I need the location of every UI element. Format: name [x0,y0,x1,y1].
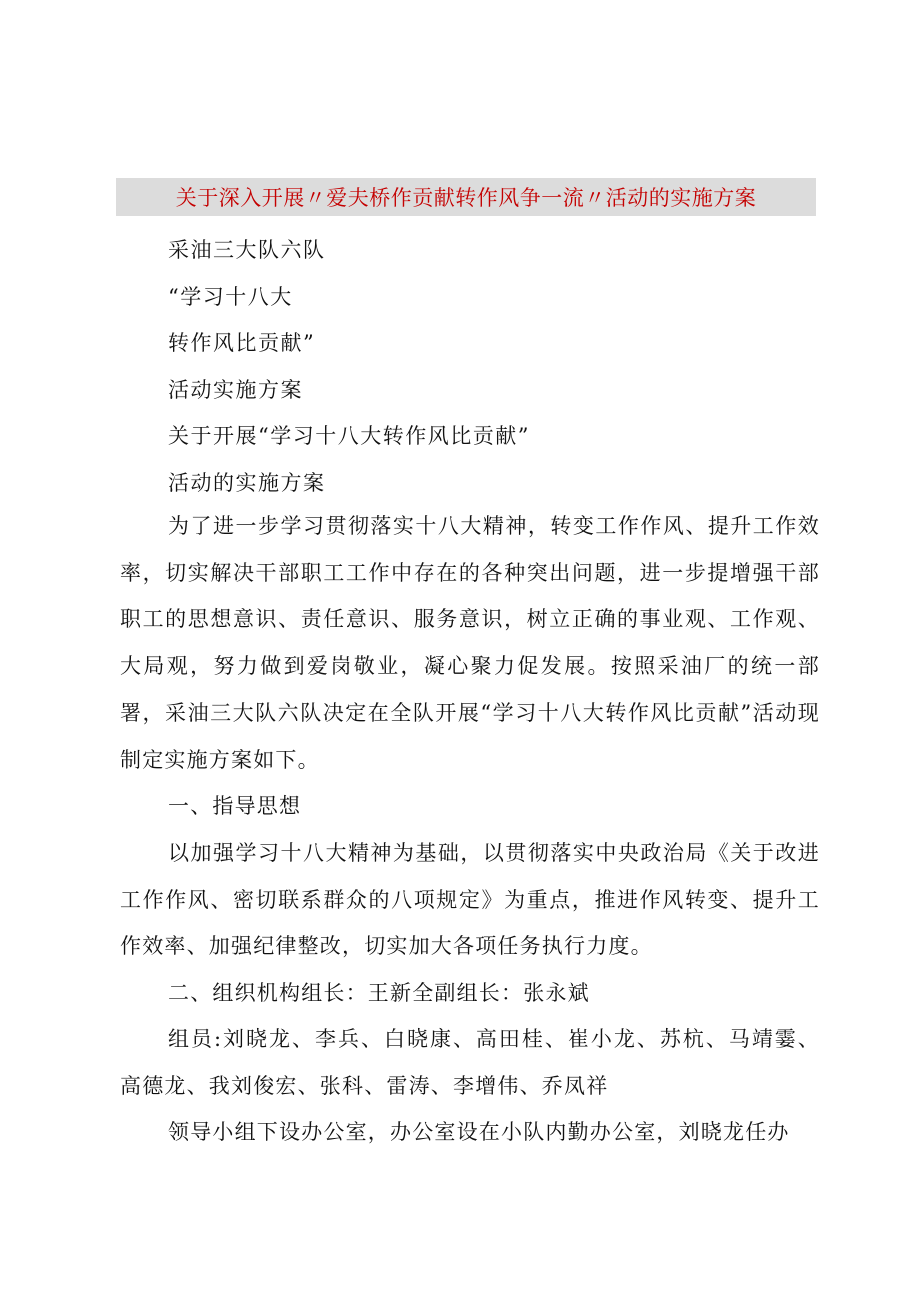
subtitle-line-3: 活动实施方案 [168,378,303,402]
office-paragraph: 领导小组下设办公室，办公室设在小队内勤办公室，刘晓龙任办 [168,1120,790,1144]
subtitle-line-2: 转作风比贡献” [168,331,316,355]
subtitle-line-5: 活动的实施方案 [168,471,326,495]
members-paragraph: 组员:刘晓龙、李兵、白晓康、高田桂、崔小龙、苏杭、马靖霎、高德龙、我刘俊宏、张科、雷涛、李增伟、乔凤祥 [120,1027,820,1098]
document-title-bar [116,178,816,216]
intro-paragraph: 为了进一步学习贯彻落实十八大精神，转变工作作风、提升工作效率，切实解决干部职工工作中存在的各种突出问题，进一步提增强干部职工的思想意识、责任意识、服务意识，树立正确的事业观、工作观、大局观，努力做到爱岗敬业，凝心聚力促发展。按照采油厂的统一部署，采油三大队六队决定在全队开展“学习十八大转作风比贡献”活动现制定实施方案如下。 [120,514,820,772]
unit-name-line: 采油三大队六队 [168,238,326,262]
section1-heading: 一、指导思想 [168,794,302,818]
section1-paragraph: 以加强学习十八大精神为基础，以贯彻落实中央政治局《关于改进工作作风、密切联系群众的八项规定》为重点，推进作风转变、提升工作效率、加强纪律整改，切实加大各项任务执行力度。 [120,841,820,959]
document-title: 关于深入开展〃爱夫桥作贡献转作风争一流〃活动的实施方案 [175,186,757,210]
section2-heading: 二、组织机构组长：王新全副组长：张永斌 [168,981,590,1005]
subtitle-line-1: “学习十八大 [168,285,293,309]
subtitle-line-4: 关于开展“学习十八大转作风比贡献” [168,424,530,448]
